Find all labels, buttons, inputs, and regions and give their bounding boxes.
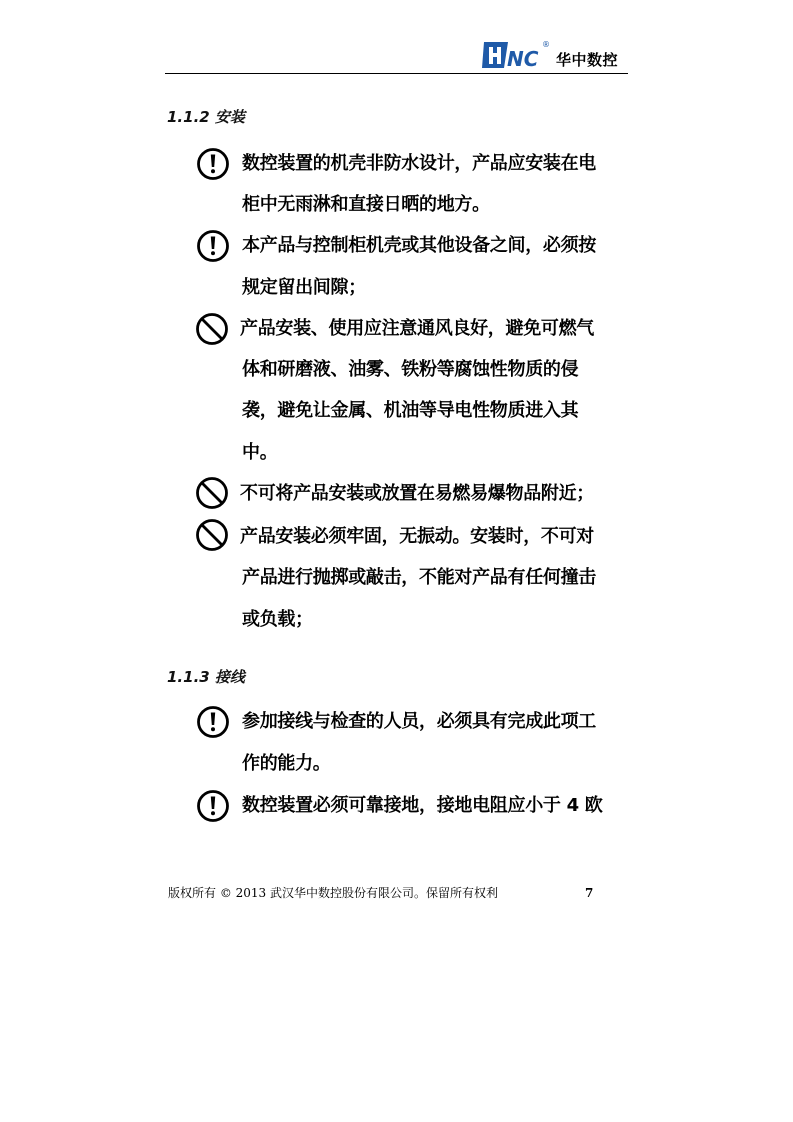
warning-exclamation-icon — [196, 147, 230, 181]
list-item-line: 规定留出间隙； — [242, 277, 366, 298]
list-item-line: 参加接线与检查的人员，必须具有完成此项工 — [242, 711, 596, 732]
list-item-line: 本产品与控制柜机壳或其他设备之间，必须按 — [242, 235, 596, 256]
warning-exclamation-icon — [196, 789, 230, 823]
list-item-line: 作的能力。 — [242, 753, 331, 774]
list-item-line: 产品安装必须牢固，无振动。安装时，不可对 — [240, 526, 594, 547]
prohibition-icon — [195, 476, 229, 510]
warning-exclamation-icon — [196, 705, 230, 739]
header-divider — [165, 73, 628, 74]
list-item-line: 中。 — [242, 442, 278, 463]
section-heading-install: 1.1.2 安装 — [167, 108, 245, 126]
logo-lettering: NC — [507, 47, 539, 71]
prohibition-icon — [195, 518, 229, 552]
prohibition-icon — [195, 312, 229, 346]
list-item-line: 袭，避免让金属、机油等导电性物质进入其 — [242, 400, 579, 421]
list-item-line: 或负载； — [242, 609, 313, 630]
list-item-line: 产品安装、使用应注意通风良好，避免可燃气 — [240, 318, 594, 339]
hnc-logo — [482, 38, 552, 72]
list-item-line: 数控装置的机壳非防水设计，产品应安装在电 — [242, 153, 596, 174]
warning-exclamation-icon — [196, 229, 230, 263]
page-number: 7 — [585, 886, 594, 900]
registered-mark: ® — [542, 40, 550, 49]
list-item-line: 产品进行抛掷或敲击，不能对产品有任何撞击 — [242, 567, 596, 588]
list-item-line: 不可将产品安装或放置在易燃易爆物品附近； — [240, 483, 594, 504]
list-item-line: 体和研磨液、油雾、铁粉等腐蚀性物质的侵 — [242, 359, 579, 380]
list-item-line: 数控装置必须可靠接地，接地电阻应小于 4 欧 — [242, 795, 603, 816]
copyright-notice: 版权所有 © 2013 武汉华中数控股份有限公司。保留所有权利 — [168, 886, 498, 900]
list-item-line: 柜中无雨淋和直接日晒的地方。 — [242, 194, 490, 215]
company-name: 华中数控 — [556, 51, 619, 69]
section-heading-wiring: 1.1.3 接线 — [167, 668, 245, 686]
